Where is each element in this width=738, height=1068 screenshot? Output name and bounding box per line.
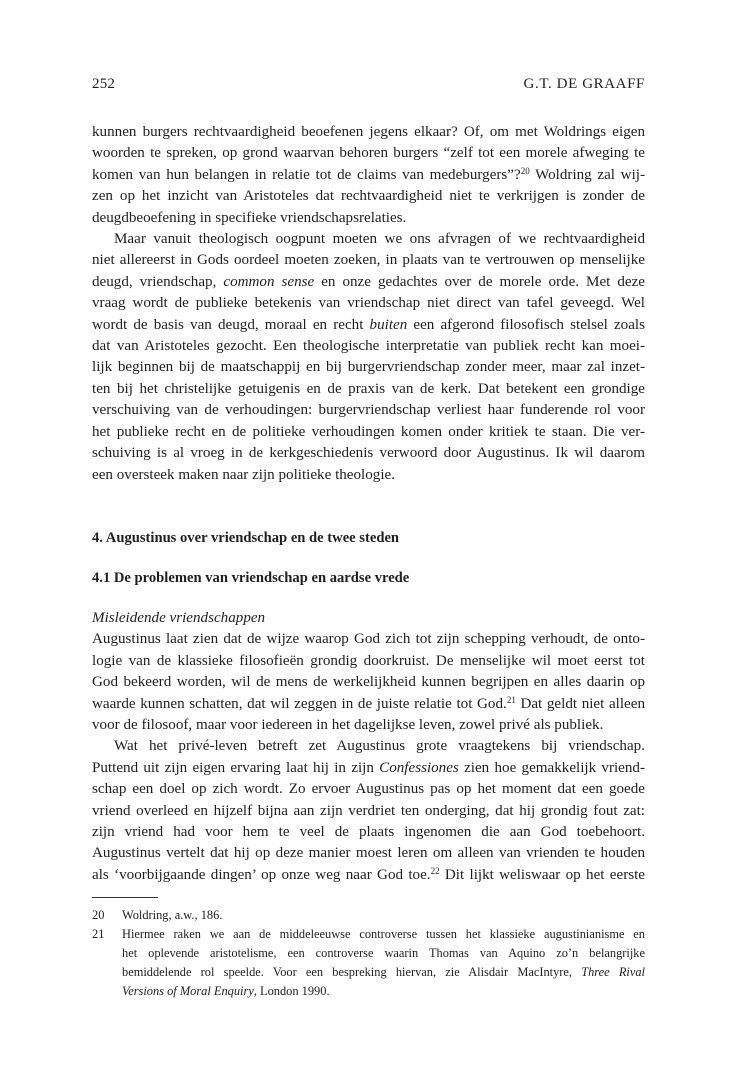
footnote-ref-21[interactable]: 21 bbox=[506, 694, 516, 705]
text-span: Dat geldt niet alleen bbox=[515, 695, 645, 712]
text-line: vriend overleed en hijzelf bijna aan zijn verdriet ten onderging, dat hij grondig fout zat: bbox=[92, 802, 645, 819]
footnote-text: Woldring, a.w., 186. bbox=[122, 908, 223, 922]
text-line: niet allereerst in Gods oordeel moeten zoeken, in plaats van te vertrouwen op menselijke bbox=[92, 252, 645, 269]
text-line bbox=[92, 315, 645, 336]
text-span: bemiddelende rol speelde. Voor een bespreking hiervan, zie Alisdair MacIntyre, bbox=[122, 965, 582, 979]
text-span: als ‘voorbijgaande dingen’ op onze weg naar God toe. bbox=[92, 866, 431, 883]
text-line bbox=[92, 165, 645, 186]
subsection-heading: 4.1 De problemen van vriendschap en aardse vrede bbox=[92, 569, 410, 586]
text-line: zen op het inzicht van Aristoteles dat rechtvaardigheid niet te verkrijgen is zonder de bbox=[92, 188, 645, 205]
running-head-author: G.T. DE GRAAFF bbox=[523, 76, 645, 92]
book-title: Three Rival bbox=[581, 965, 645, 979]
running-header bbox=[92, 76, 645, 100]
text-line: schap een doel op zich wordt. Zo ervoer Augustinus pas op het moment dat een goede bbox=[92, 781, 645, 798]
text-line: verschuiving van de verhoudingen: burgervriendschap verliest haar funderende rol voor bbox=[92, 402, 645, 419]
text-line: kunnen burgers rechtvaardigheid beoefenen jegens elkaar? Of, om met Woldrings eigen bbox=[92, 124, 645, 140]
footnotes bbox=[92, 906, 645, 1001]
text-line bbox=[122, 982, 645, 1001]
body-text bbox=[92, 122, 645, 886]
text-line: logie van de klassieke filosofieën grondig doorkruist. De menselijke wil moet eerst tot bbox=[92, 652, 645, 669]
paragraph-4 bbox=[92, 736, 645, 886]
footnote-number: 20 bbox=[92, 908, 105, 922]
text-span: waarde kunnen schatten, dat wil zeggen in de juiste relatie tot God. bbox=[92, 695, 507, 712]
paragraph-2 bbox=[92, 229, 645, 486]
text-line: deugdbeoefening in specifieke vriendschapsrelaties. bbox=[92, 209, 407, 226]
book-title: Versions of Moral Enquiry bbox=[122, 984, 254, 998]
paragraph-3 bbox=[92, 629, 645, 736]
text-line: woorden te spreken, op grond waarvan behoren burgers “zelf tot een morele afweging te bbox=[92, 145, 645, 162]
text-span: , London 1990. bbox=[253, 984, 330, 998]
text-line bbox=[92, 272, 645, 293]
text-line bbox=[122, 963, 645, 982]
text-line bbox=[92, 865, 645, 886]
section-heading: 4. Augustinus over vriendschap en de twee steden bbox=[92, 529, 400, 546]
footnote-ref-22[interactable]: 22 bbox=[430, 865, 440, 876]
text-line: Augustinus vertelt dat hij op deze manier moest leren om alleen van vrienden te houden bbox=[92, 845, 645, 862]
emphasis: Confessiones bbox=[379, 759, 459, 776]
text-line bbox=[92, 694, 645, 715]
text-span: Dit lijkt weliswaar op het eerste bbox=[439, 866, 645, 883]
text-span: zien hoe gemakkelijk vriend- bbox=[458, 759, 645, 776]
text-line: God bekeerd worden, wil de mens de werkelijkheid kunnen begrijpen en alles daarin op bbox=[92, 674, 645, 691]
text-line: dat van Aristoteles gezocht. Een theologische interpretatie van publiek recht kan moei- bbox=[92, 338, 645, 355]
footnote-separator bbox=[92, 897, 158, 898]
text-line: het oplevende aristotelisme, een controverse waarin Thomas van Aquino zo’n belangrijke bbox=[122, 946, 645, 960]
text-span: Woldring zal wij- bbox=[529, 166, 645, 183]
text-line: vraag wordt de publieke betekenis van vriendschap niet direct van tafel geveegd. Wel bbox=[92, 295, 645, 312]
text-span: komen van hun belangen in relatie tot de claims van medeburgers”? bbox=[92, 166, 521, 183]
text-line: voor de filosoof, maar voor iedereen in het dagelijkse leven, zowel privé als publiek. bbox=[92, 716, 604, 733]
text-line bbox=[92, 758, 645, 779]
page bbox=[92, 76, 645, 883]
text-span: en onze gedachtes over de morele orde. Met deze bbox=[314, 273, 645, 290]
footnote-21 bbox=[92, 925, 645, 1001]
footnote-number: 21 bbox=[92, 927, 105, 941]
text-line: ten bij het christelijke getuigenis en de praxis van de kerk. Dat betekent een grondige bbox=[92, 380, 645, 397]
text-span: wordt de basis van deugd, moraal en recht bbox=[92, 316, 370, 333]
footnote-ref-20[interactable]: 20 bbox=[520, 165, 530, 176]
page-number: 252 bbox=[92, 76, 116, 92]
text-line: schuiving is al vroeg in de kerkgeschiedenis verwoord door Augustinus. Ik wil daarom bbox=[92, 445, 645, 462]
text-line: Hiermee raken we aan de middeleeuwse controverse tussen het klassieke augustinianisme en bbox=[122, 927, 645, 941]
paragraph-1 bbox=[92, 122, 645, 229]
text-line: het publieke recht en de politieke verhoudingen komen onder kritiek te staan. Die ver- bbox=[92, 423, 645, 440]
text-line: een oversteek maken naar zijn politieke theologie. bbox=[92, 466, 396, 483]
text-line: zijn vriend had voor hem te veel de plaats ingenomen die aan God toebehoort. bbox=[92, 823, 645, 840]
text-span: deugd, vriendschap, bbox=[92, 273, 224, 290]
footnote-20 bbox=[92, 906, 645, 925]
text-line: Wat het privé-leven betreft zet Augustinus grote vraagtekens bij vriendschap. bbox=[114, 738, 645, 755]
text-span: Puttend uit zijn eigen ervaring laat hij in zijn bbox=[92, 759, 380, 776]
text-span: een afgerond filosofisch stelsel zoals bbox=[407, 316, 645, 333]
text-line: Maar vanuit theologisch oogpunt moeten we ons afvragen of we rechtvaardigheid bbox=[114, 231, 645, 248]
emphasis: common sense bbox=[223, 273, 315, 290]
italic-subheading: Misleidende vriendschappen bbox=[92, 609, 266, 626]
emphasis: buiten bbox=[369, 316, 408, 333]
text-line: lijk beginnen bij de maatschappij en bij burgervriendschap zonder meer, maar zal inzet- bbox=[92, 359, 645, 376]
text-line: Augustinus laat zien dat de wijze waarop God zich tot zijn schepping verhoudt, de onto- bbox=[92, 631, 645, 648]
